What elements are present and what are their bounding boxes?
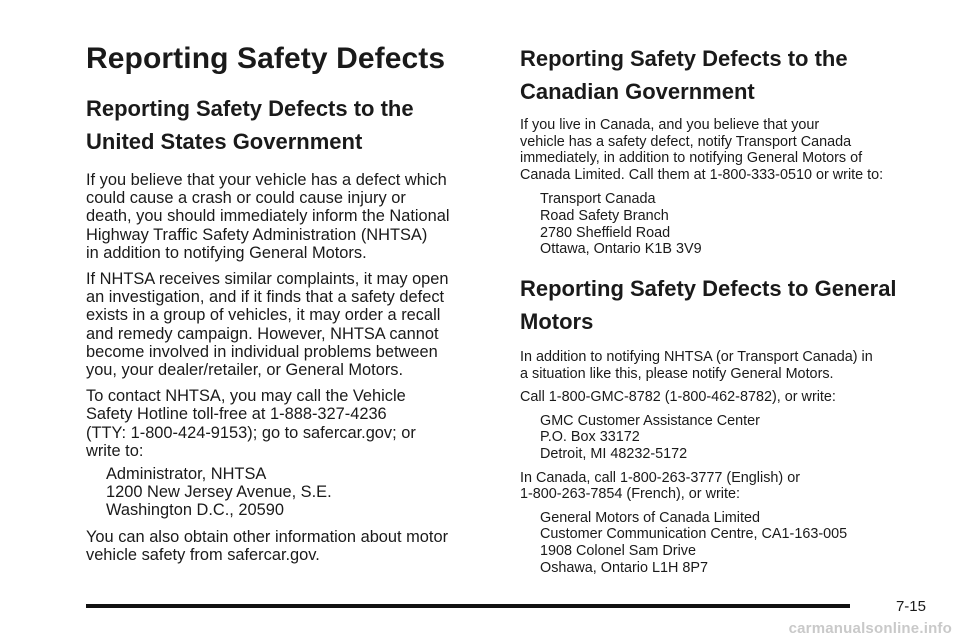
nhtsa-address: [86, 465, 488, 520]
text-line: write to:: [86, 441, 144, 460]
canada-heading-line2: Canadian Government: [520, 79, 755, 104]
gm-canada-address: [520, 510, 930, 576]
text-line: Canada Limited. Call them at 1-800-333-0510 or write to:: [520, 166, 884, 183]
text-line: Administrator, NHTSA: [106, 465, 267, 484]
text-line: (TTY: 1-800-424-9153); go to safercar.gov; or: [86, 423, 416, 442]
text-line: become involved in individual problems between: [86, 342, 438, 361]
text-line: a situation like this, please notify General Motors.: [520, 365, 834, 382]
text-line: P.O. Box 33172: [540, 429, 640, 446]
text-line: Ottawa, Ontario K1B 3V9: [540, 241, 702, 258]
page-number: 7-15: [895, 598, 926, 615]
text-line: Highway Traffic Safety Administration (NHTSA): [86, 225, 428, 244]
text-line: 1200 New Jersey Avenue, S.E.: [106, 483, 332, 502]
text-line: could cause a crash or could cause injury or: [86, 189, 406, 208]
text-line: Transport Canada: [540, 191, 656, 208]
canada-government-section: [520, 42, 930, 258]
text-line: Washington D.C., 20590: [106, 501, 284, 520]
us-section-heading: [86, 92, 488, 158]
text-line: Detroit, MI 48232-5172: [540, 445, 688, 462]
text-line: Customer Communication Centre, CA1-163-005: [540, 526, 848, 543]
transport-canada-address: [520, 191, 930, 257]
footer-rule: [86, 604, 850, 608]
gm-heading-line1: Reporting Safety Defects to General: [520, 276, 897, 301]
text-line: death, you should immediately inform the National: [86, 207, 450, 226]
text-line: Call 1-800-GMC-8782 (1-800-462-8782), or write:: [520, 389, 836, 406]
us-paragraph-4: [86, 528, 488, 564]
gm-heading-line2: Motors: [520, 309, 594, 334]
general-motors-section: [520, 272, 930, 576]
text-line: exists in a group of vehicles, it may order a recall: [86, 306, 441, 325]
gm-paragraph-1: [520, 349, 930, 382]
text-line: You can also obtain other information about motor: [86, 527, 449, 546]
text-line: Road Safety Branch: [540, 207, 669, 224]
us-government-section: [86, 92, 488, 564]
text-line: you, your dealer/retailer, or General Motors.: [86, 361, 404, 380]
text-line: If NHTSA receives similar complaints, it may open: [86, 270, 449, 289]
text-line: an investigation, and if it finds that a safety defect: [86, 288, 445, 307]
text-line: Oshawa, Ontario L1H 8P7: [540, 559, 708, 576]
us-paragraph-2: [86, 270, 488, 379]
watermark: carmanualsonline.info: [788, 620, 952, 637]
us-heading-line1: Reporting Safety Defects to the: [86, 96, 414, 121]
text-line: Safety Hotline toll-free at 1-888-327-4236: [86, 405, 387, 424]
canada-heading-line1: Reporting Safety Defects to the: [520, 46, 848, 71]
us-heading-line2: United States Government: [86, 129, 363, 154]
text-line: If you live in Canada, and you believe that your: [520, 117, 820, 133]
canada-paragraph-1: [520, 117, 930, 183]
us-paragraph-3: [86, 387, 488, 460]
text-line: 2780 Sheffield Road: [540, 224, 671, 241]
text-line: 1908 Colonel Sam Drive: [540, 542, 696, 559]
text-line: in addition to notifying General Motors.: [86, 243, 367, 262]
text-line: and remedy campaign. However, NHTSA cannot: [86, 324, 439, 343]
text-line: GMC Customer Assistance Center: [540, 412, 760, 429]
text-line: vehicle has a safety defect, notify Transport Canada: [520, 133, 852, 150]
gm-paragraph-3: [520, 470, 930, 503]
text-line: In addition to notifying NHTSA (or Transport Canada) in: [520, 349, 873, 365]
text-line: vehicle safety from safercar.gov.: [86, 545, 320, 564]
page-title: Reporting Safety Defects: [86, 42, 446, 75]
gmc-customer-address: [520, 413, 930, 463]
text-line: If you believe that your vehicle has a defect which: [86, 171, 447, 189]
canada-section-heading: [520, 42, 930, 108]
text-line: In Canada, call 1-800-263-3777 (English) or: [520, 469, 800, 486]
text-line: To contact NHTSA, you may call the Vehicle: [86, 387, 406, 406]
text-line: 1-800-263-7854 (French), or write:: [520, 486, 740, 503]
gm-section-heading: [520, 272, 930, 338]
text-line: General Motors of Canada Limited: [540, 509, 760, 526]
us-paragraph-1: [86, 171, 488, 262]
gm-paragraph-2: [520, 389, 930, 406]
text-line: immediately, in addition to notifying General Motors of: [520, 150, 863, 167]
